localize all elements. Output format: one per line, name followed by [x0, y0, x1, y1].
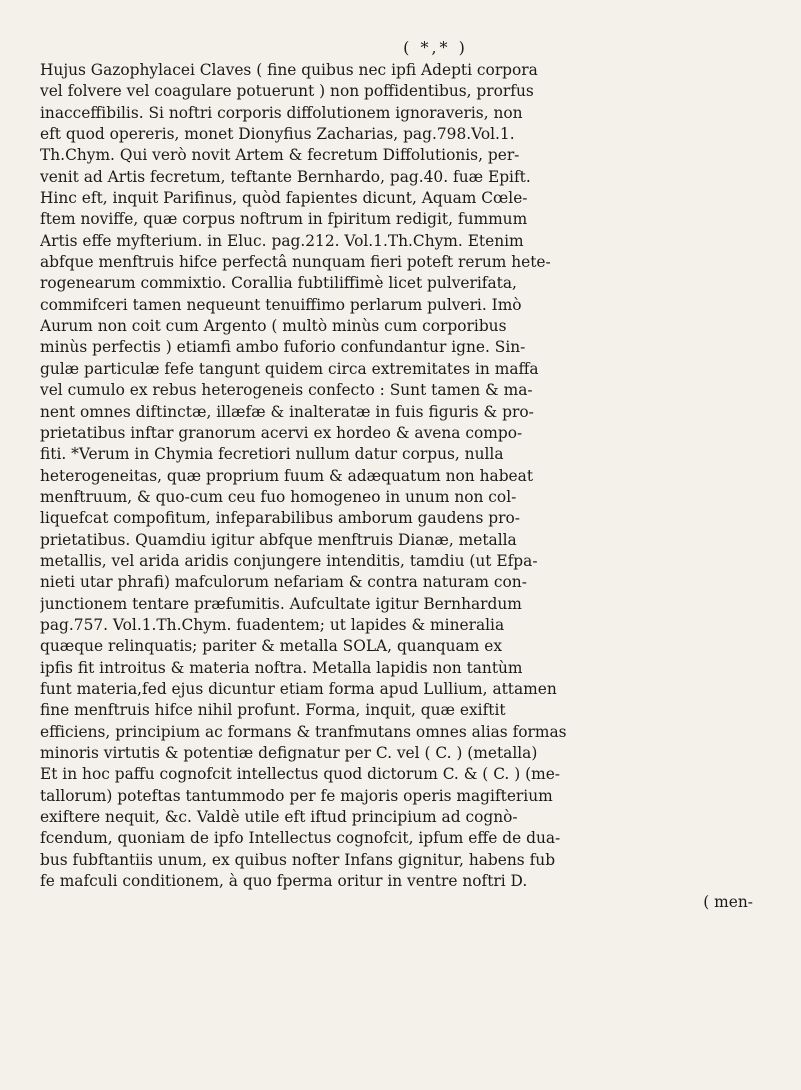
text-line: liquefcat compofitum, infeparabilibus amborum gaudens pro- — [40, 509, 520, 528]
text-line: inacceffibilis. Si noftri corporis diffolutionem ignoraveris, non — [40, 103, 523, 122]
text-line: ftem noviffe, quæ corpus noftrum in fpiritum redigit, fummum — [40, 210, 528, 229]
page-folio-mark: ( *,* ) — [403, 38, 468, 57]
text-line: Artis effe myfterium. in Eluc. pag.212. Vol.1.Th.Chym. Etenim — [40, 231, 524, 250]
text-line: minoris virtutis & potentiæ defignatur per C. vel ( C. ) (metalla) — [40, 744, 538, 762]
text-line: gulæ particulæ fefe tangunt quidem circa extremitates in maffa — [40, 359, 539, 378]
text-line: quæque relinquatis; pariter & metalla SOLA, quanquam ex — [40, 637, 503, 656]
text-line: exiftere nequit, &c. Valdè utile eft iftud principium ad cognò- — [40, 808, 518, 827]
body-text — [40, 60, 771, 914]
catchword: ( men- — [703, 893, 753, 912]
text-line: prietatibus inftar granorum acervi ex hordeo & avena compo- — [40, 423, 523, 442]
text-line: fiti. *Verum in Chymia fecretiori nullum datur corpus, nulla — [40, 445, 504, 464]
text-line: minùs perfectis ) etiamfi ambo fuforio confundantur igne. Sin- — [40, 338, 526, 357]
text-line: commifceri tamen nequeunt tenuiffimo perlarum pulveri. Imò — [40, 295, 522, 314]
text-line: nieti utar phrafi) mafculorum nefariam & contra naturam con- — [40, 573, 527, 592]
text-line: efficiens, principium ac formans & tranfmutans omnes alias formas — [40, 722, 567, 741]
text-line: vel cumulo ex rebus heterogeneis confecto : Sunt tamen & ma- — [40, 381, 533, 400]
text-line: Hinc eft, inquit Parifinus, quòd fapientes dicunt, Aquam Cœle- — [40, 189, 528, 208]
text-line: venit ad Artis fecretum, teftante Bernhardo, pag.40. fuæ Epift. — [40, 167, 531, 186]
text-line: Th.Chym. Qui verò novit Artem & fecretum Diffolutionis, per- — [40, 146, 520, 165]
text-line: Hujus Gazophylacei Claves ( fine quibus nec ipfi Adepti corpora — [40, 61, 538, 79]
text-line: menftruum, & quo-cum ceu fuo homogeneo in unum non col- — [40, 487, 517, 506]
text-line: Et in hoc paffu cognofcit intellectus quod dictorum C. & ( C. ) (me- — [40, 765, 561, 784]
text-line: nent omnes diftinctæ, illæfæ & inalteratæ in fuis figuris & pro- — [40, 402, 534, 421]
text-line: bus fubftantiis unum, ex quibus nofter Infans gignitur, habens fub — [40, 850, 556, 869]
text-line: funt materia,fed ejus dicuntur etiam forma apud Lullium, attamen — [40, 679, 557, 698]
text-line: tallorum) poteftas tantummodo per fe majoris operis magifterium — [40, 786, 553, 805]
text-line: rogenearum commixtio. Corallia fubtiliffimè licet pulverifata, — [40, 274, 517, 293]
text-line: heterogeneitas, quæ proprium fuum & adæquatum non habeat — [40, 466, 534, 485]
text-line: fe mafculi conditionem, à quo fperma oritur in ventre noftri D. — [40, 872, 528, 891]
text-line: metallis, vel arida aridis conjungere intenditis, tamdiu (ut Efpa- — [40, 551, 538, 570]
text-line: fcendum, quoniam de ipfo Intellectus cognofcit, ipfum effe de dua- — [40, 829, 561, 848]
text-line: ipfis fit introitus & materia noftra. Metalla lapidis non tantùm — [40, 658, 523, 677]
text-line: pag.757. Vol.1.Th.Chym. fuadentem; ut lapides & mineralia — [40, 615, 505, 634]
text-line: eft quod opereris, monet Dionyfius Zacharias, pag.798.Vol.1. — [40, 125, 515, 144]
text-line: abfque menftruis hifce perfectâ nunquam fieri poteft rerum hete- — [40, 253, 551, 272]
text-line: vel folvere vel coagulare potuerunt ) non poffidentibus, prorfus — [40, 82, 534, 101]
text-line: junctionem tentare præfumitis. Aufcultate igitur Bernhardum — [40, 594, 522, 613]
text-line: prietatibus. Quamdiu igitur abfque menftruis Dianæ, metalla — [40, 530, 517, 549]
text-line: fine menftruis hifce nihil profunt. Forma, inquit, quæ exiftit — [40, 701, 506, 720]
text-line: Aurum non coit cum Argento ( multò minùs cum corporibus — [40, 317, 507, 336]
